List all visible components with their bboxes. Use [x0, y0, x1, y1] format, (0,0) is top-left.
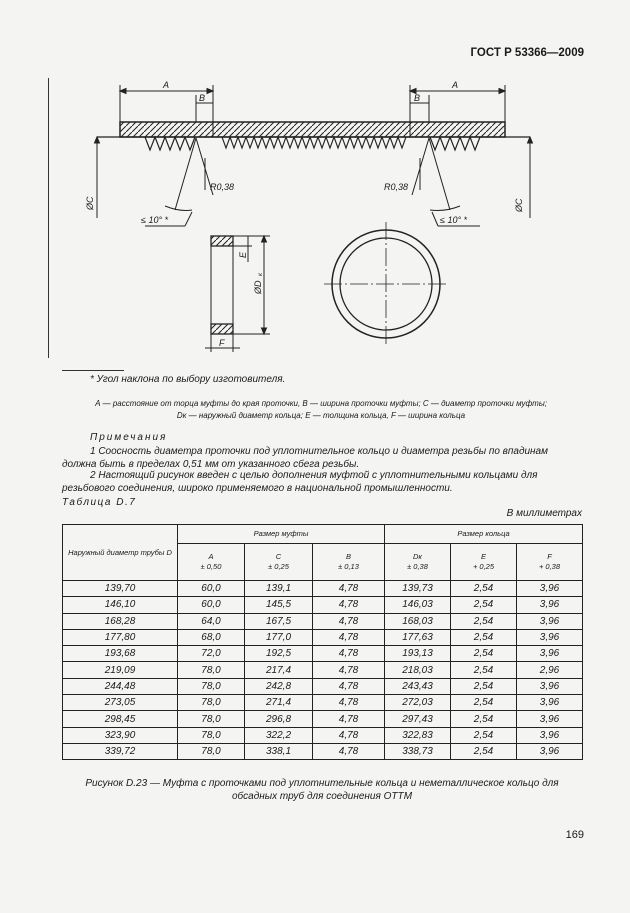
table-cell: 4,78 [313, 629, 385, 645]
sub-header-tolerance: ± 0,38 [407, 562, 428, 571]
table-cell: 78,0 [178, 743, 245, 759]
table-cell: 3,96 [517, 613, 583, 629]
sub-header-cell [517, 544, 583, 581]
label-r-left: R0,38 [210, 182, 235, 192]
table-cell: 296,8 [245, 711, 313, 727]
label-c-right: ØC [514, 198, 524, 212]
sub-header-cell [313, 544, 385, 581]
table-row [63, 695, 583, 711]
table-cell: 4,78 [313, 646, 385, 662]
table-cell: 322,2 [245, 727, 313, 743]
sub-header-cell [385, 544, 451, 581]
table-cell: 193,13 [385, 646, 451, 662]
coupling-drawing [0, 0, 630, 370]
table-cell: 4,78 [313, 711, 385, 727]
table-cell: 3,96 [517, 581, 583, 597]
table-cell: 243,43 [385, 678, 451, 694]
label-f: F [219, 338, 225, 348]
table-cell: 139,1 [245, 581, 313, 597]
table-cell: 193,68 [63, 646, 178, 662]
table-cell: 338,73 [385, 743, 451, 759]
table-cell: 3,96 [517, 597, 583, 613]
table-row [63, 743, 583, 759]
table-cell: 339,72 [63, 743, 178, 759]
table-cell: 2,54 [451, 581, 517, 597]
label-e: E [238, 251, 248, 258]
table-cell: 4,78 [313, 597, 385, 613]
table-cell: 78,0 [178, 711, 245, 727]
standard-number: ГОСТ Р 53366—2009 [470, 47, 584, 59]
table-row [63, 711, 583, 727]
sub-header-name: B [345, 552, 351, 561]
table-cell: 3,96 [517, 678, 583, 694]
legend-line-2: Dк — наружный диаметр кольца; Е — толщина кольца, F — ширина кольца [176, 411, 466, 420]
table-row [63, 646, 583, 662]
coupling-section [120, 122, 505, 137]
table-cell: 60,0 [178, 597, 245, 613]
table-cell: 3,96 [517, 695, 583, 711]
table-cell: 4,78 [313, 613, 385, 629]
table-cell: 322,83 [385, 727, 451, 743]
group-coupling-size: Размер муфты [178, 525, 385, 544]
table-cell: 2,54 [451, 711, 517, 727]
label-a-left: A [163, 80, 170, 90]
notes-title: Примечания [90, 432, 168, 443]
table-cell: 338,1 [245, 743, 313, 759]
table-cell: 3,96 [517, 727, 583, 743]
table-cell: 60,0 [178, 581, 245, 597]
ring-top-section [211, 236, 233, 246]
legend-line-1: А — расстояние от торца муфты до края проточки, В — ширина проточки муфты; С — диаметр проточки муфты; [95, 399, 547, 408]
page-number: 169 [565, 829, 584, 841]
label-b-left: B [199, 93, 206, 103]
table-cell: 323,90 [63, 727, 178, 743]
label-dk-sub: к [257, 272, 264, 276]
table-cell: 146,10 [63, 597, 178, 613]
table-cell: 3,96 [517, 646, 583, 662]
col-pipe-diameter: Наружный диаметр трубы D [63, 525, 178, 581]
table-cell: 78,0 [178, 662, 245, 678]
table-cell: 2,54 [451, 597, 517, 613]
table-cell: 64,0 [178, 613, 245, 629]
sub-header-tolerance: ± 0,25 [268, 562, 289, 571]
note-2: 2 Настоящий рисунок введен с целью дополнения муфтой с уплотнительными кольцами для резьбового соединения, широко применяемого в национальной промышленности. [62, 470, 538, 494]
table-cell: 139,70 [63, 581, 178, 597]
table-row [63, 597, 583, 613]
table-row [63, 727, 583, 743]
label-b-right: B [414, 93, 421, 103]
dimension-table [62, 524, 583, 760]
figure-caption: Рисунок D.23 — Муфта с проточками под уплотнительные кольца и неметаллическое кольцо для обсадных труб для соединения ОТТМ [85, 778, 559, 802]
table-cell: 4,78 [313, 727, 385, 743]
table-row [63, 678, 583, 694]
label-a-right: A [452, 80, 459, 90]
table-title: Таблица D.7 [62, 497, 137, 508]
note-1: 1 Соосность диаметра проточки под уплотнительное кольцо и диаметра резьбы по впадинам должна быть в пределах 0,51 мм от указанного сбега резьбы. [62, 446, 548, 470]
sub-header-tolerance: + 0,25 [472, 562, 495, 571]
table-row [63, 629, 583, 645]
table-cell: 271,4 [245, 695, 313, 711]
table-cell: 4,78 [313, 662, 385, 678]
table-cell: 2,54 [451, 743, 517, 759]
footnote-rule [62, 370, 124, 371]
table-cell: 167,5 [245, 613, 313, 629]
sub-header-name: A [208, 552, 214, 561]
table-cell: 3,96 [517, 629, 583, 645]
label-angle-right: ≤ 10° * [440, 215, 468, 225]
table-cell: 2,54 [451, 629, 517, 645]
sub-header-name: C [275, 552, 282, 561]
sub-header-tolerance: + 0,38 [538, 562, 561, 571]
table-cell: 297,43 [385, 711, 451, 727]
table-cell: 72,0 [178, 646, 245, 662]
sub-header-name: E [480, 552, 486, 561]
table-cell: 177,0 [245, 629, 313, 645]
table-cell: 272,03 [385, 695, 451, 711]
table-row [63, 662, 583, 678]
label-angle-left: ≤ 10° * [141, 215, 169, 225]
sub-header-cell [178, 544, 245, 581]
table-cell: 139,73 [385, 581, 451, 597]
label-c-left: ØC [85, 196, 95, 210]
ring-bottom-section [211, 324, 233, 334]
sub-header-tolerance: ± 0,50 [200, 562, 222, 571]
table-cell: 2,54 [451, 678, 517, 694]
table-cell: 192,5 [245, 646, 313, 662]
sub-header-name: F [547, 552, 552, 561]
table-cell: 78,0 [178, 678, 245, 694]
table-units: В миллиметрах [506, 508, 582, 519]
table-cell: 78,0 [178, 695, 245, 711]
table-cell: 4,78 [313, 743, 385, 759]
table-cell: 3,96 [517, 711, 583, 727]
sub-header-cell [245, 544, 313, 581]
table-row [63, 581, 583, 597]
table-cell: 177,63 [385, 629, 451, 645]
table-cell: 4,78 [313, 695, 385, 711]
table-cell: 217,4 [245, 662, 313, 678]
label-dk: ØD [253, 280, 263, 294]
table-cell: 168,03 [385, 613, 451, 629]
label-r-right: R0,38 [384, 182, 409, 192]
table-cell: 298,45 [63, 711, 178, 727]
sub-header-cell [451, 544, 517, 581]
table-body [63, 581, 583, 760]
table-cell: 68,0 [178, 629, 245, 645]
table-cell: 219,09 [63, 662, 178, 678]
table-cell: 244,48 [63, 678, 178, 694]
table-cell: 3,96 [517, 743, 583, 759]
table-cell: 2,96 [517, 662, 583, 678]
table-cell: 2,54 [451, 695, 517, 711]
sub-header-name: Dк [413, 552, 422, 561]
table-cell: 2,54 [451, 662, 517, 678]
table-cell: 168,28 [63, 613, 178, 629]
table-row [63, 613, 583, 629]
group-ring-size: Размер кольца [385, 525, 583, 544]
table-cell: 4,78 [313, 678, 385, 694]
table-cell: 78,0 [178, 727, 245, 743]
table-cell: 2,54 [451, 646, 517, 662]
table-cell: 242,8 [245, 678, 313, 694]
table-cell: 146,03 [385, 597, 451, 613]
table-cell: 2,54 [451, 727, 517, 743]
table-cell: 218,03 [385, 662, 451, 678]
table-cell: 145,5 [245, 597, 313, 613]
table-cell: 177,80 [63, 629, 178, 645]
sub-header-tolerance: ± 0,13 [338, 562, 359, 571]
table-cell: 2,54 [451, 613, 517, 629]
table-cell: 4,78 [313, 581, 385, 597]
table-cell: 273,05 [63, 695, 178, 711]
footnote: * Угол наклона по выбору изготовителя. [90, 374, 286, 385]
